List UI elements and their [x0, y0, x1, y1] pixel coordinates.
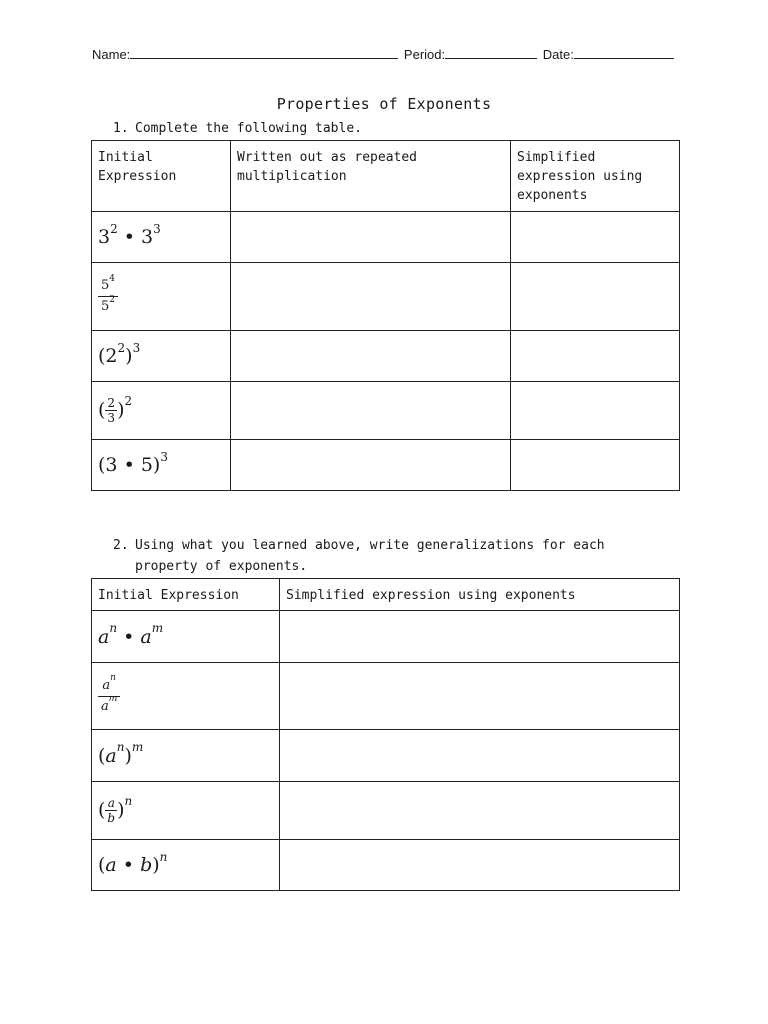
question-2-line-1: Using what you learned above, write generalizations for each — [135, 538, 605, 553]
expression-product-of-powers: $3^2$ • $3^3$ — [98, 221, 161, 248]
table-2 — [91, 578, 680, 891]
answer-cell-simplified[interactable] — [280, 840, 680, 891]
table-row — [92, 331, 680, 382]
period-blank[interactable] — [445, 46, 537, 59]
expression-cell — [92, 730, 280, 782]
expression-power-of-power: $(a^n)^m$ — [98, 740, 144, 767]
answer-cell-multiplication[interactable] — [231, 212, 511, 263]
question-1-number: 1. — [113, 121, 129, 136]
expression-cell — [92, 212, 231, 263]
question-2-number: 2. — [113, 538, 129, 553]
question-2-line-2: property of exponents. — [135, 559, 308, 574]
expression-cell — [92, 663, 280, 730]
date-blank[interactable] — [574, 46, 674, 59]
answer-cell-multiplication[interactable] — [231, 263, 511, 331]
answer-cell-simplified[interactable] — [280, 611, 680, 663]
expression-cell — [92, 440, 231, 491]
answer-cell-simplified[interactable] — [511, 263, 680, 331]
table-row — [92, 440, 680, 491]
table-row — [92, 382, 680, 440]
expression-cell — [92, 611, 280, 663]
date-label: Date: — [542, 47, 574, 62]
table-2-col-initial-expression: Initial Expression — [92, 579, 280, 611]
answer-cell-simplified[interactable] — [511, 212, 680, 263]
answer-cell-simplified[interactable] — [280, 663, 680, 730]
answer-cell-simplified[interactable] — [511, 331, 680, 382]
question-1-text: Complete the following table. — [135, 121, 362, 136]
table-row — [92, 730, 680, 782]
table-row — [92, 212, 680, 263]
answer-cell-simplified[interactable] — [511, 382, 680, 440]
answer-cell-multiplication[interactable] — [231, 382, 511, 440]
table-row — [92, 840, 680, 891]
expression-cell — [92, 782, 280, 840]
table-1-col-repeated-multiplication: Written out as repeated multiplication — [231, 141, 511, 212]
page-title: Properties of Exponents — [276, 95, 492, 113]
table-1-header-row — [92, 141, 680, 212]
table-2-col-simplified: Simplified expression using exponents — [280, 579, 680, 611]
answer-cell-simplified[interactable] — [280, 782, 680, 840]
table-row — [92, 611, 680, 663]
answer-cell-multiplication[interactable] — [231, 331, 511, 382]
expression-quotient-of-powers: $\frac{a^n}{a^m}$ — [98, 676, 120, 717]
table-1-col-simplified: Simplified expression using exponents — [511, 141, 680, 212]
expression-power-of-product: (3 • 5)$^3$ — [98, 449, 168, 476]
expression-power-of-quotient: ( $\frac{a}{b}$ )$^n$ — [98, 794, 133, 825]
answer-cell-multiplication[interactable] — [231, 440, 511, 491]
table-1-col-initial-expression: Initial Expression — [92, 141, 231, 212]
header-fields — [92, 46, 682, 62]
table-row — [92, 663, 680, 730]
expression-product-of-powers: $a^n$ • $a^m$ — [98, 621, 164, 648]
expression-cell — [92, 382, 231, 440]
question-1-instruction — [113, 118, 362, 139]
answer-cell-simplified[interactable] — [511, 440, 680, 491]
expression-cell — [92, 331, 231, 382]
expression-cell — [92, 840, 280, 891]
table-2-header-row — [92, 579, 680, 611]
table-row — [92, 263, 680, 331]
expression-power-of-quotient: ( $\frac{2}{3}$ )$^2$ — [98, 394, 133, 425]
name-blank[interactable] — [130, 46, 398, 59]
answer-cell-simplified[interactable] — [280, 730, 680, 782]
period-label: Period: — [403, 47, 446, 62]
table-1 — [91, 140, 680, 491]
name-label: Name: — [92, 47, 131, 62]
expression-power-of-product: (a • b)$^n$ — [98, 849, 168, 876]
question-2-instruction — [113, 535, 605, 577]
table-row — [92, 782, 680, 840]
expression-power-of-power: $(2^2)^3$ — [98, 340, 141, 367]
expression-cell — [92, 263, 231, 331]
expression-quotient-of-powers: $\frac{5^4}{5^2}$ — [98, 276, 118, 317]
